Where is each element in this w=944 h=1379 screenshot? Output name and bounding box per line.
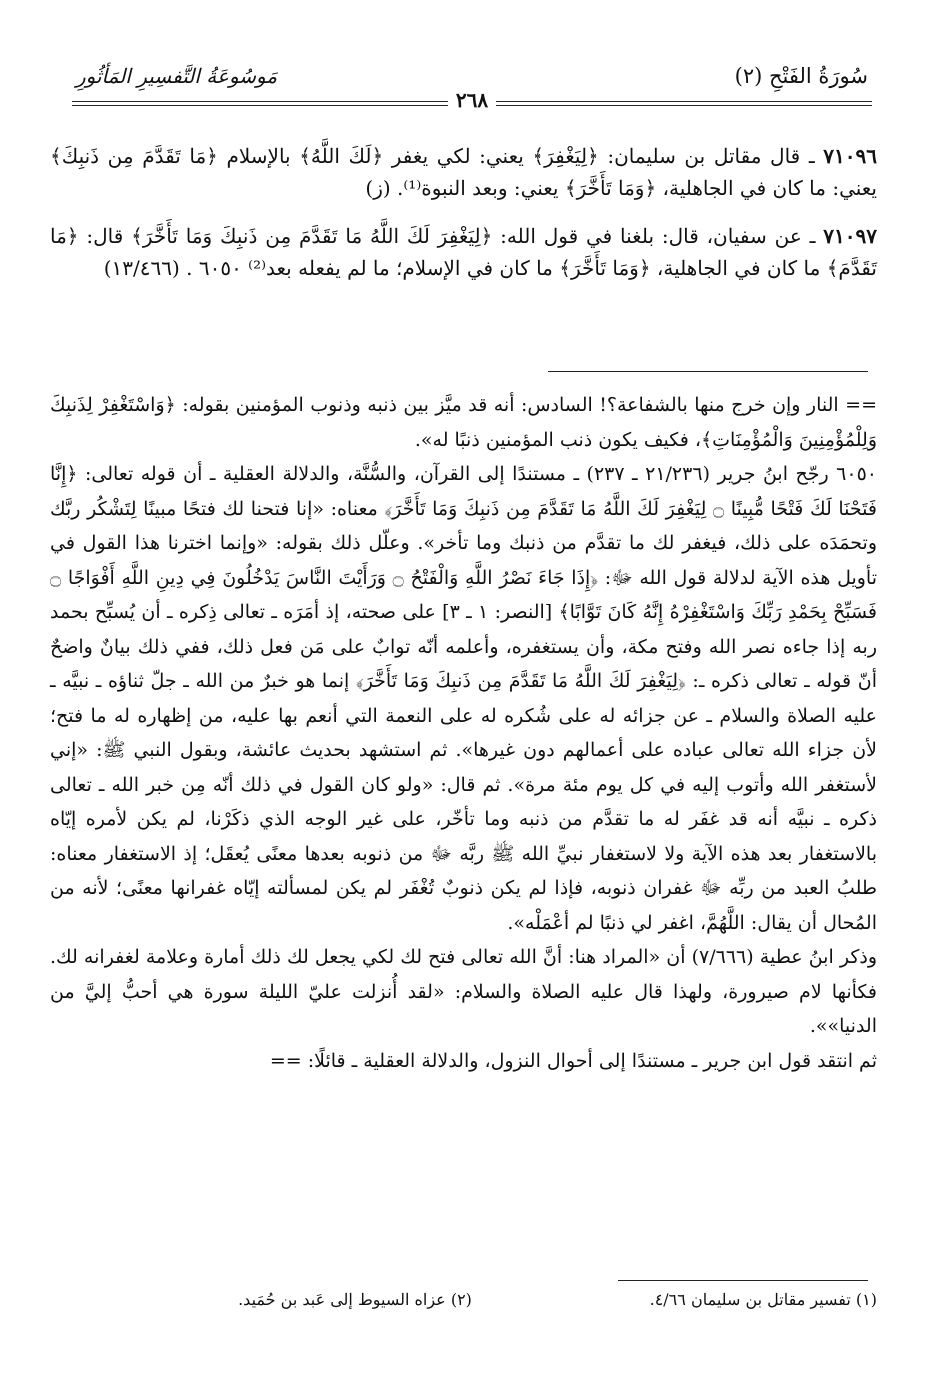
hadith-text: ـ عن سفيان، قال: بلغنا في قول الله: ﴿لِيَغْفِرَ لَكَ اللَّهُ مَا تَقَدَّمَ مِن ذَنبِكَ وَمَا تَأَخَّرَ﴾ قال: ﴿مَا تَقَدَّمَ﴾ ما كان في الجاهلية، ﴿وَمَا تَأَخَّرَ﴾ ما كان في الإسلام؛ ما لم يفعله بعد⁽²⁾ ٦٠٥٠ . (١٣/٤٦٦) [50,224,877,280]
page-number-wrap [0,88,944,112]
hadith-entry [50,220,877,284]
footnote-separator [618,1280,868,1281]
commentary-paragraph: == النار وإن خرج منها بالشفاعة؟! السادس: أنه قد ميَّز بين ذنبه وذنوب المؤمنين بقوله: ﴿وَاسْتَغْفِرْ لِذَنبِكَ وَلِلْمُؤْمِنِينَ وَالْمُؤْمِنَاتِ﴾، فكيف يكون ذنب المؤمنين ذنبًا له». [50,394,877,451]
surah-title: سُورَةُ الفَتْحِ (٢) [734,64,868,88]
page-number: ٢٦٨ [448,88,496,112]
section-separator [548,371,868,372]
footnotes [50,1290,877,1309]
footnote: (٢) عزاه السيوط إلى عَبد بن حُمَيد. [238,1290,472,1309]
book-title: مَوسُوعَةُ التَّفسِيرِ المَأثُورِ [76,64,278,88]
commentary-paragraph: ٦٠٥٠ رجّح ابنُ جرير (٢١/٢٣٦ ـ ٢٣٧) ـ مستندًا إلى القرآن، والسُّنَّة، والدلالة العقلية ـ أن قوله تعالى: ﴿إِنَّا فَتَحْنَا لَكَ فَتْحًا مُّبِينًا ۝ لِيَغْفِرَ لَكَ اللَّهُ مَا تَقَدَّمَ مِن ذَنبِكَ وَمَا تَأَخَّرَ﴾ معناه: «إنا فتحنا لك فتحًا مبينًا لِتَشْكُر ربَّك وتحمَدَه على ذلك، فيغفر لك ما تقدَّم من ذنبك وما تأخر». وعلّل ذلك بقوله: «وإنما اخترنا هذا القول في تأويل هذه الآية لدلالة قول الله ﷻ: ﴿إِذَا جَاءَ نَصْرُ اللَّهِ وَالْفَتْحُ ۝ وَرَأَيْتَ النَّاسَ يَدْخُلُونَ فِي دِينِ اللَّهِ أَفْوَاجًا ۝ فَسَبِّحْ بِحَمْدِ رَبِّكَ وَاسْتَغْفِرْهُ إِنَّهُ كَانَ تَوَّابًا﴾ [النصر: ١ ـ ٣] على صحته، إذ أمَرَه ـ تعالى ذِكره ـ أن يُسبِّح بحمد ربه إذا جاءه نصر الله وفتح مكة، وأن يستغفره، وأعلمه أنّه توابٌ على مَن فعل ذلك، ففي ذلك بيانٌ واضحٌ أنّ قوله ـ تعالى ذكره ـ: ﴿لِيَغْفِرَ لَكَ اللَّهُ مَا تَقَدَّمَ مِن ذَنبِكَ وَمَا تَأَخَّرَ﴾ إنما هو خبرٌ من الله ـ جلّ ثناؤه ـ نبيَّه ـ عليه الصلاة والسلام ـ عن جزائه له على شُكره له على النعمة التي أنعم بها عليه، من إظهاره له ما فتح؛ لأن جزاء الله تعالى عباده على أعمالهم دون غيرها». ثم استشهد بحديث عائشة، وبقول النبي ﷺ: «إني لأستغفر الله وأتوب إليه في كل يوم مئة مرة». ثم قال: «ولو كان القول في ذلك أنّه مِن خبر الله ـ تعالى ذكره ـ نبيَّه أنه قد غفَر له ما تقدَّم من ذنبه وما تأخّر، على غير الوجه الذي ذكَرْنا، لم يكن لأمره إيّاه بالاستغفار بعد هذه الآية ولا لاستغفار نبيِّ الله ﷺ ربَّه ﷻ من ذنوبه بعدها معنًى يُعقَل؛ إذ الاستغفار معناه: طلبُ العبد من ربِّه ﷻ غفران ذنوبه، فإذا لم يكن ذنوبٌ تُغْفَر لم يكن لمسألته إيّاه غفرانها معنًى؛ لأنه من المُحال أن يقال: اللَّهُمَّ، اغفر لي ذنبًا لم أعْمَلْه». [50,463,878,934]
commentary-paragraph: ثم انتقد قول ابن جرير ـ مستندًا إلى أحوال النزول، والدلالة العقلية ـ قائلًا: == [269,1049,877,1072]
hadith-text: ـ قال مقاتل بن سليمان: ﴿لِيَغْفِرَ﴾ يعني: لكي يغفر ﴿لَكَ اللَّهُ﴾ بالإسلام ﴿مَا تَقَدَّمَ مِن ذَنبِكَ﴾ يعني: ما كان في الجاهلية، ﴿وَمَا تَأَخَّرَ﴾ يعني: وبعد النبوة⁽¹⁾. (ز) [50,144,877,200]
hadith-list [50,140,877,300]
commentary-section [50,388,877,1078]
footnote: (١) تفسير مقاتل بن سليمان ٤/٦٦. [649,1290,877,1309]
hadith-number: ٧١٠٩٧ [823,224,878,248]
commentary-paragraph: وذكر ابنُ عطية (٧/٦٦٦) أن «المراد هنا: أنَّ الله تعالى فتح لك لكي يجعل لك ذلك أمارة وعلامة لغفرانه لك. فكأنها لام صيرورة، ولهذا قال عليه الصلاة والسلام: «لقد أُنزلت عليّ الليلة سورة هي أحبُّ إليَّ من الدنيا»». [50,946,877,1037]
hadith-entry [50,140,877,204]
hadith-number: ٧١٠٩٦ [823,144,877,168]
